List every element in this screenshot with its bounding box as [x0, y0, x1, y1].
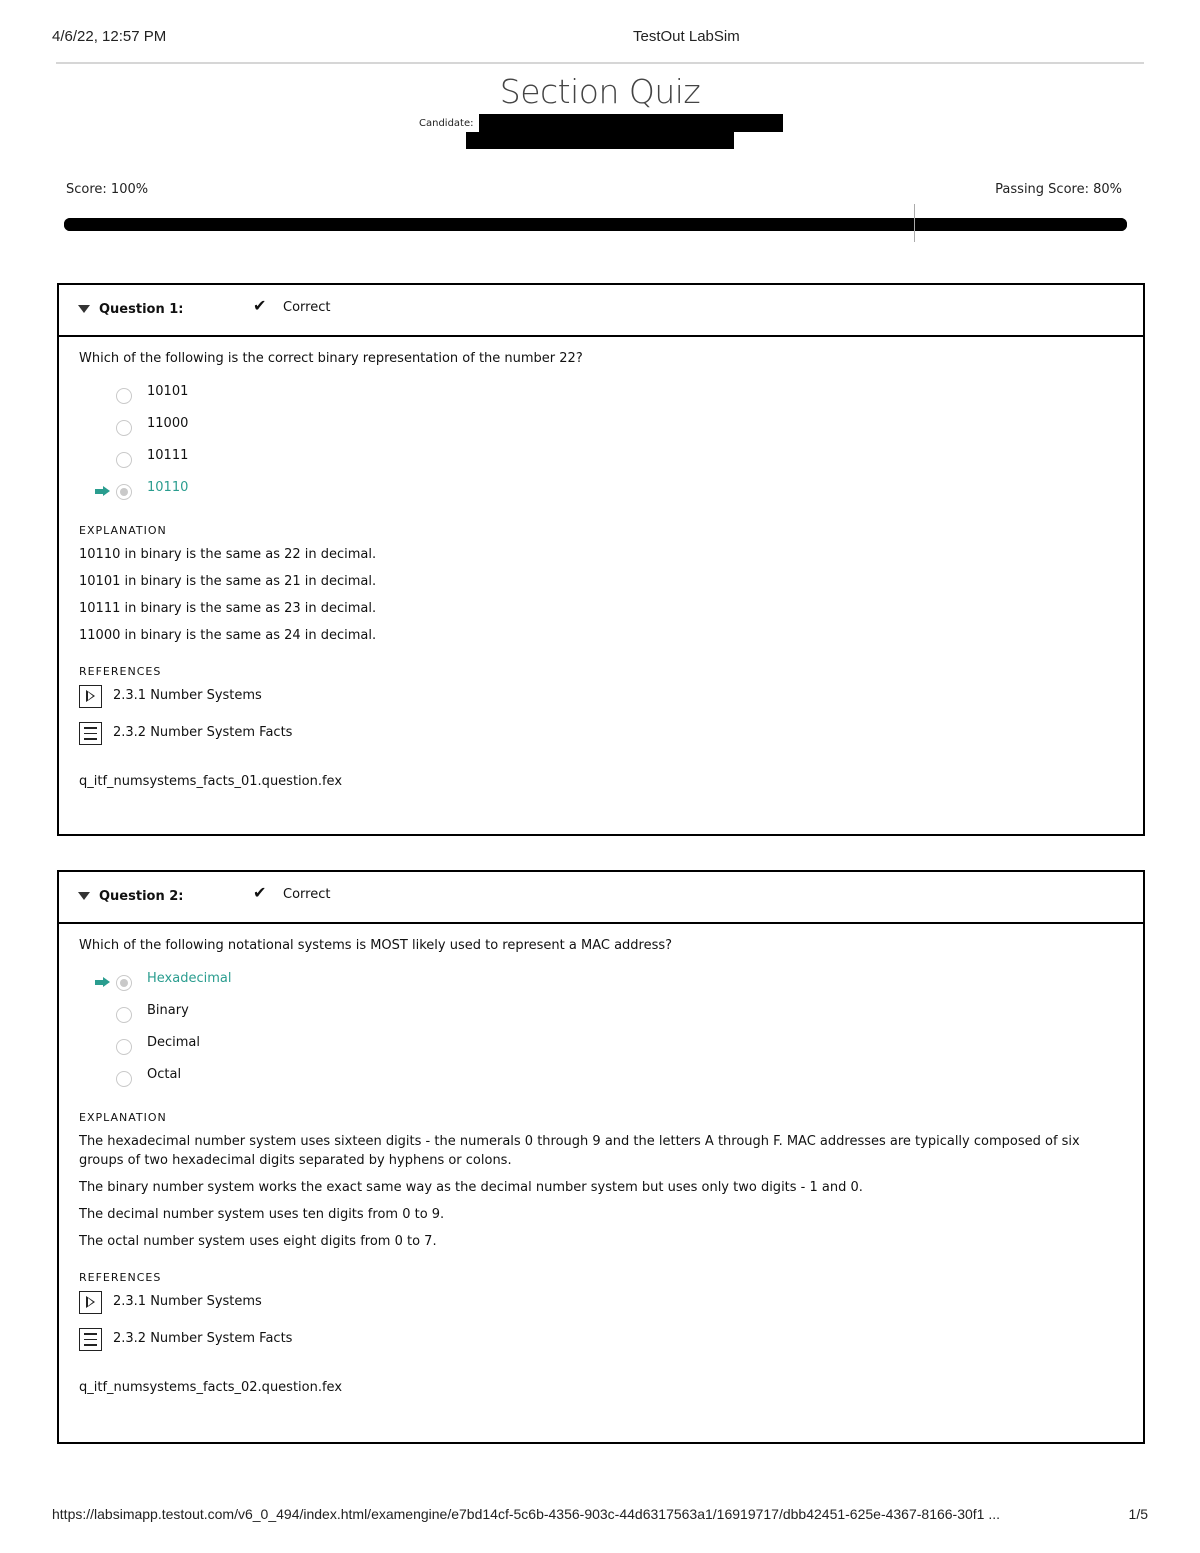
answer-list: [79, 382, 1123, 510]
video-icon: [79, 1291, 102, 1314]
answer-list: [79, 969, 1123, 1097]
radio-button[interactable]: [116, 1071, 132, 1087]
question-file: q_itf_numsystems_facts_02.question.fex: [79, 1380, 343, 1395]
reference-link[interactable]: [79, 719, 1123, 754]
list-icon: [79, 1328, 102, 1351]
radio-button-selected[interactable]: [116, 975, 132, 991]
answer-option[interactable]: [79, 1001, 1123, 1033]
video-icon: [79, 685, 102, 708]
references-title: REFERENCES: [79, 1271, 162, 1284]
page-title: Section Quiz: [499, 72, 701, 111]
question-status: Correct: [283, 300, 331, 315]
answer-label: Octal: [147, 1067, 182, 1082]
print-url: https://labsimapp.testout.com/v6_0_494/index.html/examengine/e7bd14cf-5c6b-4356-903c-44d6317563a1/16919717/dbb42451-625e-4367-8166-30f1 ...: [52, 1506, 1001, 1522]
correct-arrow-icon: [95, 977, 110, 987]
answer-option[interactable]: [79, 446, 1123, 478]
radio-button[interactable]: [116, 420, 132, 436]
question-body: [59, 924, 1143, 1411]
question-header[interactable]: [59, 285, 1143, 337]
redaction-bar: [466, 132, 734, 149]
redaction-bar: [479, 114, 783, 132]
candidate-label: Candidate:: [419, 118, 474, 129]
passing-score-label: Passing Score: 80%: [995, 182, 1122, 197]
reference-label: 2.3.2 Number System Facts: [113, 725, 293, 740]
collapse-caret-icon[interactable]: [78, 892, 90, 900]
answer-label: Decimal: [147, 1035, 201, 1050]
answer-option[interactable]: [79, 969, 1123, 1001]
explanation-line: The decimal number system uses ten digits from 0 to 9.: [79, 1207, 445, 1222]
radio-button[interactable]: [116, 1039, 132, 1055]
list-icon: [79, 722, 102, 745]
correct-arrow-icon: [95, 486, 110, 496]
radio-button[interactable]: [116, 1007, 132, 1023]
score-progress-bar: [64, 218, 1127, 231]
question-status: Correct: [283, 887, 331, 902]
answer-label: 11000: [147, 416, 189, 431]
checkmark-icon: ✔: [253, 296, 267, 315]
print-page-number: 1/5: [1128, 1506, 1148, 1522]
header-divider: [56, 62, 1144, 64]
answer-label-correct: Hexadecimal: [147, 971, 232, 986]
question-number: Question 2:: [99, 889, 184, 904]
explanation-title: EXPLANATION: [79, 524, 167, 537]
answer-label: 10111: [147, 448, 189, 463]
print-app-title: TestOut LabSim: [633, 28, 740, 45]
references-title: REFERENCES: [79, 665, 162, 678]
radio-button-selected[interactable]: [116, 484, 132, 500]
reference-label: 2.3.1 Number Systems: [113, 688, 262, 703]
answer-option[interactable]: [79, 1033, 1123, 1065]
answer-label: 10101: [147, 384, 189, 399]
reference-link[interactable]: [79, 1325, 1123, 1360]
reference-label: 2.3.2 Number System Facts: [113, 1331, 293, 1346]
explanation-line: 11000 in binary is the same as 24 in decimal.: [79, 628, 377, 643]
explanation-line: The hexadecimal number system uses sixteen digits - the numerals 0 through 9 and the letters A through F. MAC addresses are typically composed of six groups of two hexadecimal digits separated by hyphens or colons.: [79, 1134, 1080, 1168]
print-header: [0, 0, 1200, 64]
collapse-caret-icon[interactable]: [78, 305, 90, 313]
score-label: Score: 100%: [66, 182, 149, 197]
reference-label: 2.3.1 Number Systems: [113, 1294, 262, 1309]
explanation-title: EXPLANATION: [79, 1111, 167, 1124]
reference-link[interactable]: [79, 1288, 1123, 1323]
radio-button[interactable]: [116, 388, 132, 404]
question-text: Which of the following is the correct binary representation of the number 22?: [79, 351, 583, 366]
print-datetime: 4/6/22, 12:57 PM: [52, 28, 167, 45]
reference-link[interactable]: [79, 682, 1123, 717]
question-body: [59, 337, 1143, 805]
explanation-line: The binary number system works the exact same way as the decimal number system but uses only two digits - 1 and 0.: [79, 1180, 863, 1195]
answer-option[interactable]: [79, 414, 1123, 446]
answer-option[interactable]: [79, 382, 1123, 414]
score-progress-fill: [64, 218, 1127, 231]
explanation-line: The octal number system uses eight digits from 0 to 7.: [79, 1234, 437, 1249]
explanation-line: 10110 in binary is the same as 22 in decimal.: [79, 547, 377, 562]
question-header[interactable]: [59, 872, 1143, 924]
answer-option[interactable]: [79, 478, 1123, 510]
radio-button[interactable]: [116, 452, 132, 468]
question-file: q_itf_numsystems_facts_01.question.fex: [79, 774, 343, 789]
explanation-line: 10101 in binary is the same as 21 in decimal.: [79, 574, 377, 589]
answer-label: Binary: [147, 1003, 189, 1018]
question-card: [57, 283, 1145, 836]
answer-option[interactable]: [79, 1065, 1123, 1097]
checkmark-icon: ✔: [253, 883, 267, 902]
question-number: Question 1:: [99, 302, 184, 317]
answer-label-correct: 10110: [147, 480, 189, 495]
explanation-line: 10111 in binary is the same as 23 in decimal.: [79, 601, 377, 616]
question-card: [57, 870, 1145, 1444]
passing-score-marker: [914, 204, 915, 242]
question-text: Which of the following notational systems is MOST likely used to represent a MAC address?: [79, 938, 673, 953]
